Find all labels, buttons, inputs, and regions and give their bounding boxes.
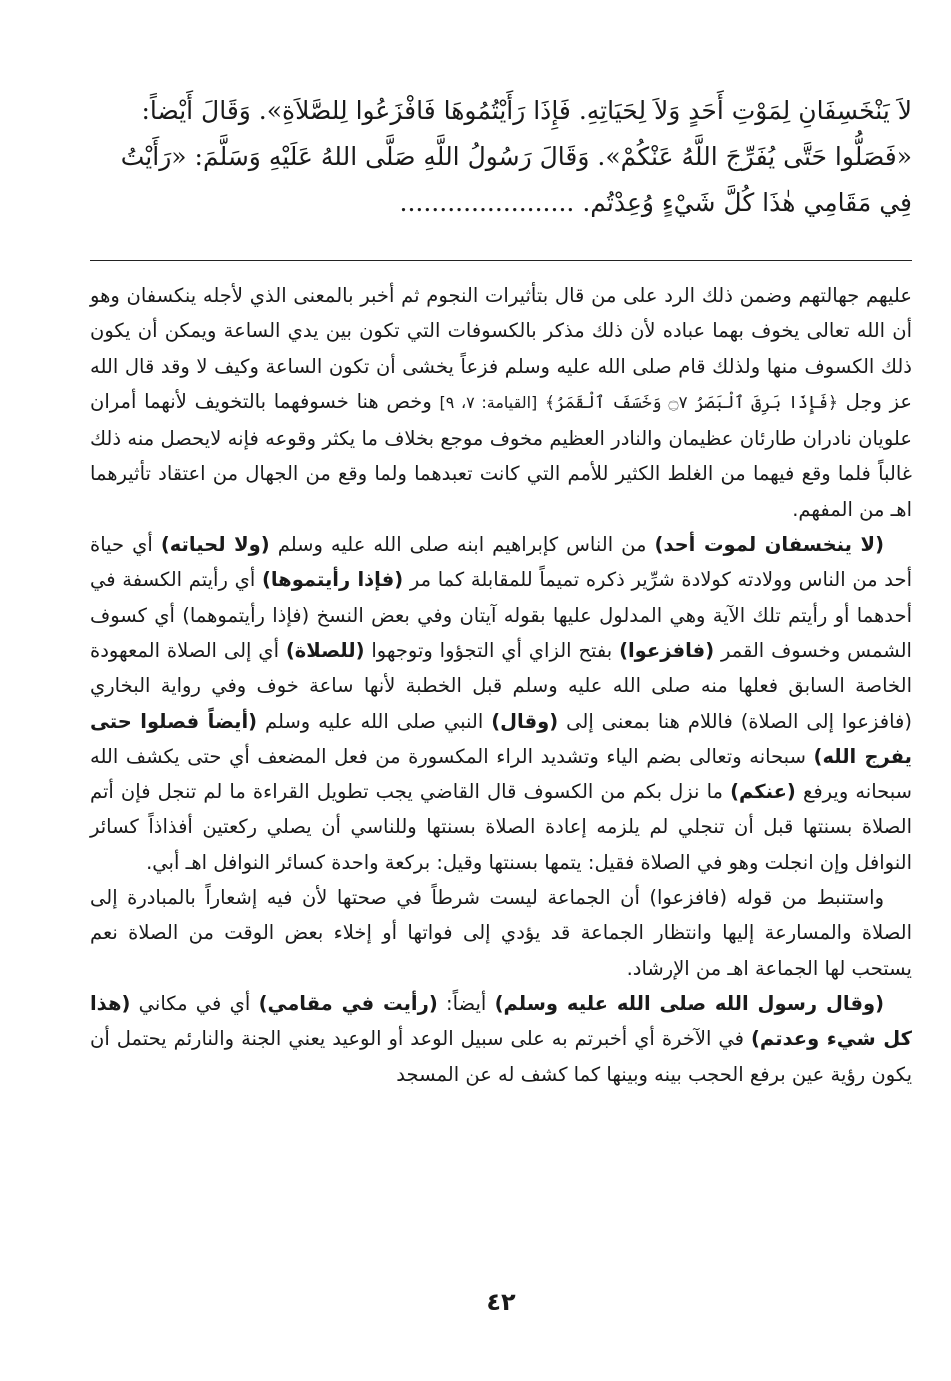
text-run: عليهم جهالتهم وضمن ذلك الرد على من قال بتأثيرات النجوم ثم أخبر بالمعنى الذي لأجله ينكسفان وهو أن الله تعالى يخوف بهما عباده لأن ذلك مذكر بالكسوفات التي تكون بين يدي الساعة ويمكن أن يكون ذلك الكسوف منها ولذلك قام صلى الله عليه وسلم فزعاً يخشى أن تكون الساعة وكيف لا وقد قال الله عز وجل	[90, 284, 913, 413]
quoted-phrase: (عنكم)	[730, 780, 796, 804]
quoted-phrase: (وقال)	[491, 709, 559, 733]
quoted-phrase: (رأيت في مقامي)	[258, 991, 438, 1015]
text-run: في الآخرة أي أخبرتم به على سبيل الوعد أو الوعيد يعني الجنة والنارئم يحتمل أن يكون رؤية عين برفع الحجب بينه وبينها كما كشف له عن المسجد	[90, 1027, 912, 1086]
text-run: أي في مكاني	[138, 991, 251, 1015]
text-run: وخص هنا خسوفهما بالتخويف لأنهما أمران علويان نادران طارئان عظيمان والنادر العظيم مخوف موجع بخلاف ما يكثر وقوعه فإنه لايحصل منه ذلك غالباً فلما وقع فيهما من الغلط الكثير للأمم التي كانت تعبدهما ولما وقع من الجهال من اعتقاد تأثيرهما اهـ من المفهم.	[90, 389, 912, 521]
hadith-text	[90, 88, 912, 226]
ellipsis-dots: ......................	[399, 188, 575, 217]
separator-rule	[90, 260, 912, 261]
quoted-phrase: (هذا كل شيء وعدتم)	[90, 991, 912, 1051]
verse-reference: [القيامة: ٧، ٩]	[439, 392, 538, 412]
book-page	[90, 88, 912, 1358]
text-run: بفتح الزاي أي التجؤوا وتوجهوا	[371, 638, 613, 662]
text-run: ما نزل بكم من الكسوف قال القاضي يجب تطويل القراءة ما لم تنجل فإن أتم الصلاة بسنتها قبل أن تنجلي لم يلزمه إعادة الصلاة بسنتها وللناسي أن يصلي ركعتين أفذاذاً كسائر النوافل وإن انجلت وهو في الصلاة فقيل: يتمها بسنتها وقيل: بركعة واحدة كسائر النوافل اهـ أبي.	[90, 780, 912, 874]
quran-verse: ﴿فَإِذَا بَرِقَ ٱلْبَصَرُ ۝٧ وَخَسَفَ ٱلْقَمَرُ﴾	[545, 392, 838, 413]
commentary-paragraph	[90, 880, 912, 986]
text-run: من الناس كإبراهيم ابنه صلى الله عليه وسلم	[277, 533, 647, 557]
text-run: سبحانه وتعالى بضم الياء وتشديد الراء المكسورة من فعل المضعف أي حتى يكشف الله سبحانه ويرفع	[90, 744, 912, 804]
text-run: أي رأيتم الكسفة في أحدهما أو رأيتم تلك الآية وهي المدلول عليها بقوله آيتان وفي بعض النسخ (فإذا رأيتموهما) أي كسوف الشمس وخسوف القمر	[90, 568, 912, 662]
quoted-phrase: (أيضاً فصلوا حتى يفرج الله)	[90, 709, 912, 768]
quoted-phrase: (للصلاة)	[285, 638, 365, 662]
hadith-line-text: فِي مَقَامِي هٰذَا كُلَّ شَيْءٍ وُعِدْتُم.	[582, 188, 912, 217]
text-run: أيضاً:	[446, 991, 487, 1015]
hadith-line	[90, 180, 912, 226]
commentary-paragraph	[90, 527, 912, 880]
text-run: النبي صلى الله عليه وسلم	[265, 709, 484, 733]
text-run: واستنبط من قوله (فافزعوا) أن الجماعة ليست شرطاً في صحتها لأن فيه إشعاراً بالمبادرة إلى الصلاة والمسارعة إليها وانتظار الجماعة قد يؤدي إلى فواتها أو إخلاء بعض الوقت من الصلاة نعم يستحب لها الجماعة اهـ من الإرشاد.	[90, 886, 912, 980]
page-number: ٤٢	[486, 1288, 516, 1316]
quoted-phrase: (فافزعوا)	[619, 638, 715, 662]
commentary-text	[90, 278, 912, 1092]
hadith-line: «فَصَلُّوا حَتَّى يُفَرِّجَ اللَّهُ عَنْكُمْ». وَقَالَ رَسُولُ اللَّهِ صَلَّى اللهُ عَلَيْهِ وَسَلَّمَ: «رَأَيْتُ	[120, 142, 912, 171]
quoted-phrase: (ولا لحياته)	[160, 533, 270, 557]
text-run: أي إلى الصلاة المعهودة الخاصة السابق فعلها منه صلى الله عليه وسلم قبل الخطبة لأنها ساعة خوف وفي رواية البخاري (فافزعوا إلى الصلاة) فاللام هنا بمعنى إلى	[90, 638, 912, 733]
hadith-line: لاَ يَنْخَسِفَانِ لِمَوْتِ أَحَدٍ وَلاَ لِحَيَاتِهِ. فَإِذَا رَأَيْتُمُوهَا فَافْزَعُوا لِلصَّلاَةِ». وَقَالَ أَيْضاً:	[141, 96, 912, 125]
quoted-phrase: (وقال رسول الله صلى الله عليه وسلم)	[494, 991, 885, 1015]
text-run: أي حياة أحد من الناس وولادته كولادة شرِّير ذكره تميماً للمقابلة كما مر	[90, 533, 912, 592]
quoted-phrase: (فإذا رأيتموها)	[261, 568, 404, 592]
commentary-paragraph	[90, 986, 912, 1092]
quoted-phrase: (لا ينخسفان لموت أحد)	[654, 533, 884, 557]
commentary-paragraph	[90, 278, 912, 527]
